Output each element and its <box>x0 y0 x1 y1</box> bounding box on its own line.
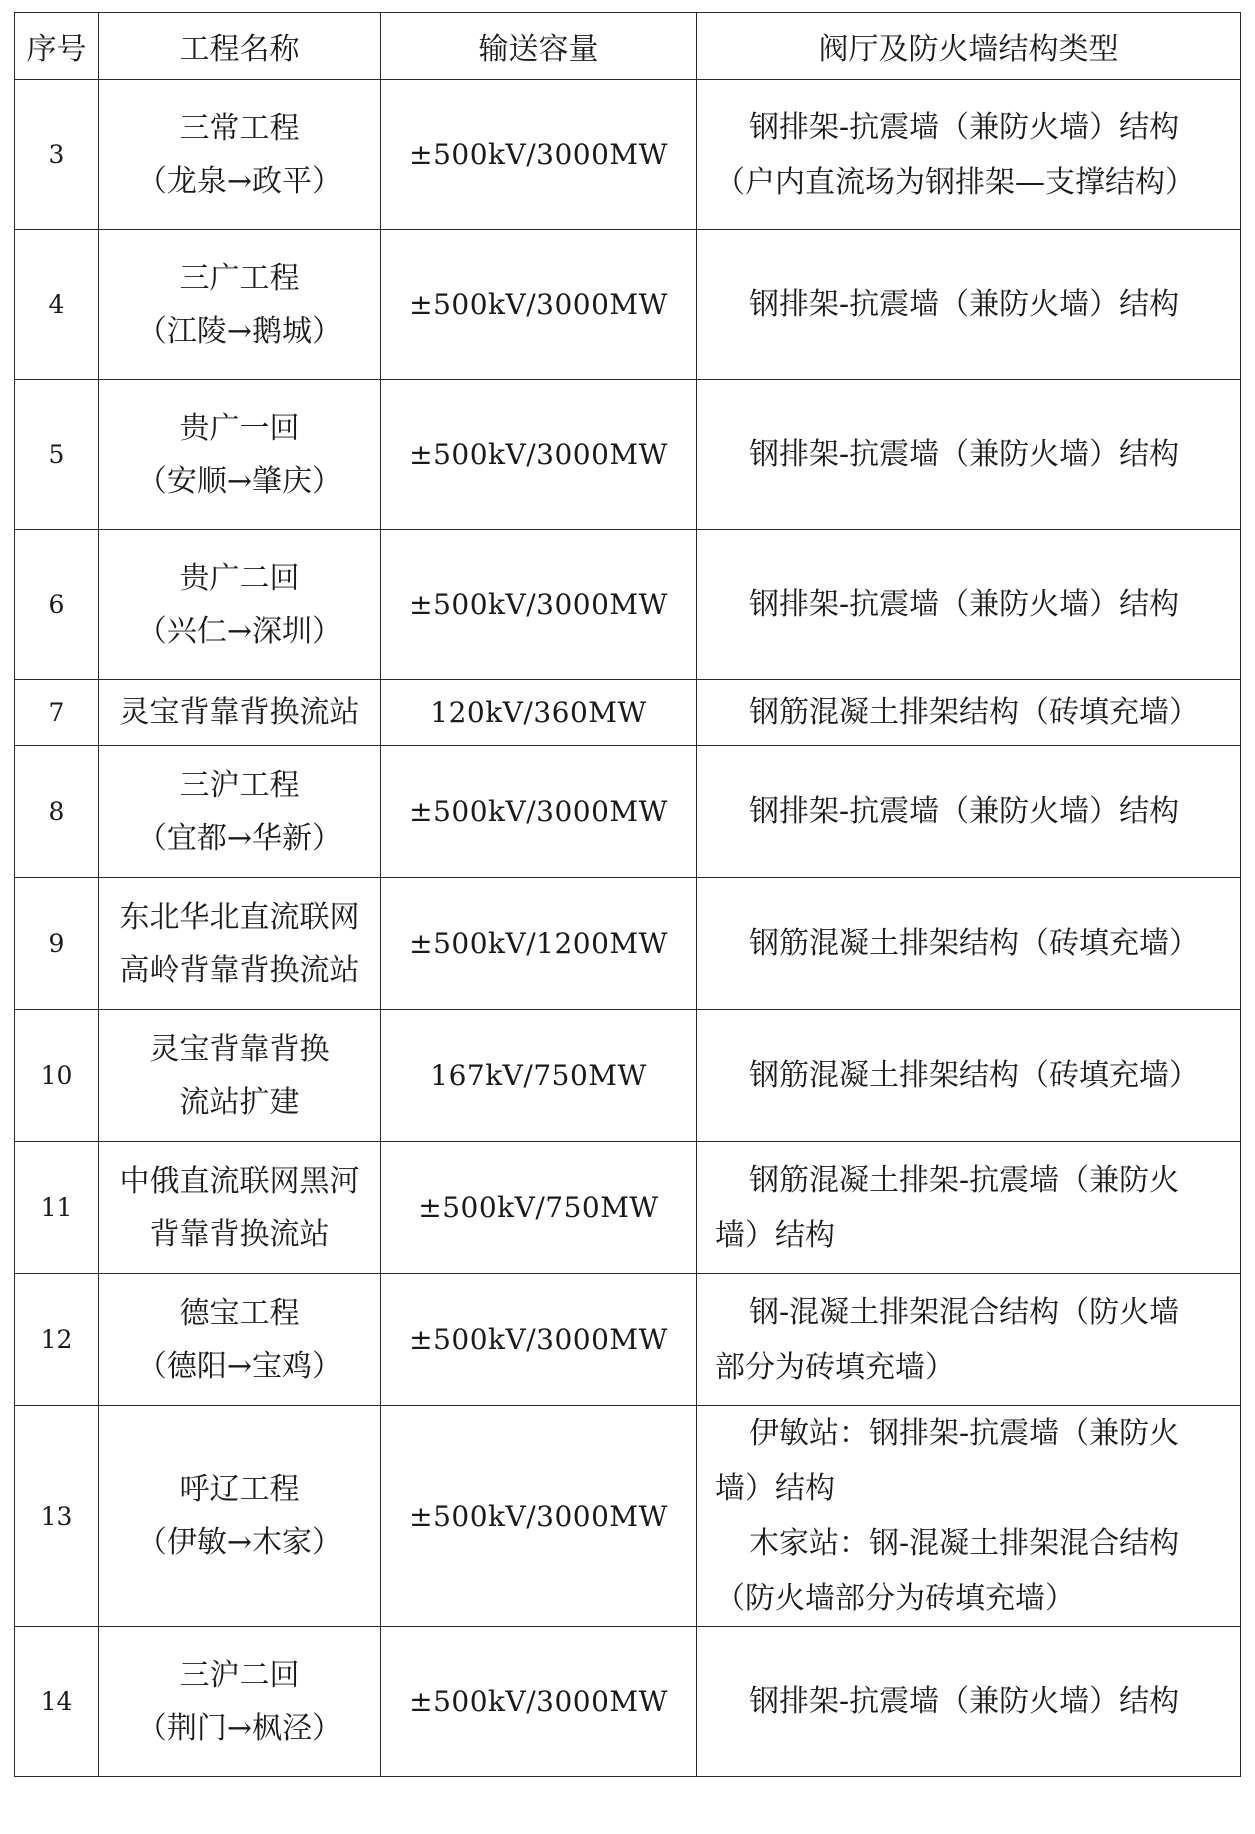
project-name-line: 中俄直流联网黑河 <box>119 1163 360 1199</box>
structure-type-line: 钢排架-抗震墙（兼防火墙）结构 <box>749 287 1180 322</box>
cell-project-name <box>99 1010 381 1142</box>
cell-project-name <box>99 380 381 530</box>
cell-capacity: ±500kV/3000MW <box>381 1627 697 1777</box>
project-name-line: 东北华北直流联网 <box>119 899 360 935</box>
cell-project-name <box>99 230 381 380</box>
project-table <box>14 12 1241 1777</box>
project-name-line: 三常工程 <box>179 110 300 146</box>
cell-no: 6 <box>15 530 99 680</box>
cell-structure-type <box>697 746 1241 878</box>
cell-structure-type <box>697 1627 1241 1777</box>
table-row <box>15 1627 1241 1777</box>
cell-structure-type <box>697 380 1241 530</box>
table-row <box>15 878 1241 1010</box>
project-name-line: 三沪工程 <box>179 767 300 803</box>
project-name-line: （龙泉→政平） <box>136 163 343 199</box>
project-name-line: 贵广二回 <box>179 560 300 596</box>
cell-no: 14 <box>15 1627 99 1777</box>
project-name-line: （德阳→宝鸡） <box>136 1348 343 1384</box>
table-row <box>15 1274 1241 1406</box>
cell-no: 13 <box>15 1406 99 1627</box>
project-name-line: 呼辽工程 <box>179 1472 300 1507</box>
cell-no: 4 <box>15 230 99 380</box>
project-name-line: 灵宝背靠背换流站 <box>119 695 360 730</box>
table-row <box>15 746 1241 878</box>
cell-structure-type <box>697 1010 1241 1142</box>
cell-project-name <box>99 1142 381 1274</box>
project-name-line: （荆门→枫泾） <box>136 1710 343 1746</box>
table-row <box>15 680 1241 746</box>
cell-structure-type <box>697 680 1241 746</box>
structure-type-line: 钢-混凝土排架混合结构（防火墙 <box>749 1294 1180 1330</box>
structure-type-line: 墙）结构 <box>715 1471 835 1506</box>
cell-project-name <box>99 1274 381 1406</box>
header-structure: 阀厅及防火墙结构类型 <box>697 13 1241 80</box>
cell-project-name <box>99 746 381 878</box>
header-capacity: 输送容量 <box>381 13 697 80</box>
header-no: 序号 <box>15 13 99 80</box>
project-name-line: 德宝工程 <box>179 1295 300 1331</box>
cell-no: 8 <box>15 746 99 878</box>
project-name-line: 高岭背靠背换流站 <box>119 952 360 988</box>
table-row <box>15 1010 1241 1142</box>
cell-structure-type <box>697 1274 1241 1406</box>
project-name-line: （伊敏→木家） <box>136 1525 343 1560</box>
structure-type-line: 钢排架-抗震墙（兼防火墙）结构 <box>749 1684 1180 1719</box>
cell-project-name <box>99 1627 381 1777</box>
structure-type-line: 木家站：钢-混凝土排架混合结构 <box>749 1526 1180 1561</box>
cell-capacity: 167kV/750MW <box>381 1010 697 1142</box>
table-row <box>15 530 1241 680</box>
table-body <box>15 80 1241 1777</box>
cell-no: 9 <box>15 878 99 1010</box>
cell-no: 7 <box>15 680 99 746</box>
cell-no: 5 <box>15 380 99 530</box>
cell-capacity: ±500kV/750MW <box>381 1142 697 1274</box>
project-name-line: 三广工程 <box>179 260 300 296</box>
project-name-line: （兴仁→深圳） <box>136 613 343 649</box>
structure-type-line: 钢排架-抗震墙（兼防火墙）结构 <box>749 587 1180 622</box>
cell-capacity: ±500kV/3000MW <box>381 1406 697 1627</box>
structure-type-line: 钢筋混凝土排架结构（砖填充墙） <box>749 926 1199 961</box>
project-name-line: （宜都→华新） <box>136 820 343 856</box>
cell-project-name <box>99 1406 381 1627</box>
cell-structure-type <box>697 530 1241 680</box>
cell-capacity: 120kV/360MW <box>381 680 697 746</box>
structure-type-line: 钢排架-抗震墙（兼防火墙）结构 <box>749 794 1180 829</box>
cell-structure-type <box>697 1142 1241 1274</box>
structure-type-line: 钢排架-抗震墙（兼防火墙）结构 <box>749 437 1180 472</box>
table-row <box>15 230 1241 380</box>
structure-type-line: 伊敏站：钢排架-抗震墙（兼防火 <box>749 1416 1180 1451</box>
cell-no: 10 <box>15 1010 99 1142</box>
table-header-row <box>15 13 1241 80</box>
project-name-line: 背靠背换流站 <box>149 1216 330 1252</box>
project-name-line: 三沪二回 <box>179 1657 300 1693</box>
cell-capacity: ±500kV/3000MW <box>381 230 697 380</box>
cell-project-name <box>99 680 381 746</box>
structure-type-line: （户内直流场为钢排架—支撑结构） <box>715 164 1195 200</box>
cell-no: 3 <box>15 80 99 230</box>
project-name-line: 灵宝背靠背换 <box>149 1031 330 1067</box>
table-row <box>15 1142 1241 1274</box>
cell-capacity: ±500kV/1200MW <box>381 878 697 1010</box>
structure-type-line: 钢筋混凝土排架结构（砖填充墙） <box>749 695 1199 730</box>
project-name-line: （江陵→鹅城） <box>136 313 343 349</box>
project-name-line: 流站扩建 <box>179 1084 300 1120</box>
structure-type-line: 钢排架-抗震墙（兼防火墙）结构 <box>749 109 1180 145</box>
cell-no: 11 <box>15 1142 99 1274</box>
cell-project-name <box>99 80 381 230</box>
cell-structure-type <box>697 230 1241 380</box>
table-row <box>15 1406 1241 1627</box>
cell-structure-type <box>697 878 1241 1010</box>
structure-type-line: （防火墙部分为砖填充墙） <box>715 1581 1075 1616</box>
cell-capacity: ±500kV/3000MW <box>381 80 697 230</box>
cell-capacity: ±500kV/3000MW <box>381 1274 697 1406</box>
cell-capacity: ±500kV/3000MW <box>381 530 697 680</box>
cell-no: 12 <box>15 1274 99 1406</box>
cell-project-name <box>99 530 381 680</box>
cell-capacity: ±500kV/3000MW <box>381 380 697 530</box>
project-name-line: 贵广一回 <box>179 410 300 446</box>
table-row <box>15 80 1241 230</box>
structure-type-line: 部分为砖填充墙） <box>715 1349 955 1385</box>
cell-capacity: ±500kV/3000MW <box>381 746 697 878</box>
table-row <box>15 380 1241 530</box>
cell-project-name <box>99 878 381 1010</box>
project-name-line: （安顺→肇庆） <box>136 463 343 499</box>
cell-structure-type <box>697 1406 1241 1627</box>
structure-type-line: 墙）结构 <box>715 1217 835 1253</box>
header-name: 工程名称 <box>99 13 381 80</box>
cell-structure-type <box>697 80 1241 230</box>
structure-type-line: 钢筋混凝土排架-抗震墙（兼防火 <box>749 1162 1180 1198</box>
structure-type-line: 钢筋混凝土排架结构（砖填充墙） <box>749 1058 1199 1093</box>
